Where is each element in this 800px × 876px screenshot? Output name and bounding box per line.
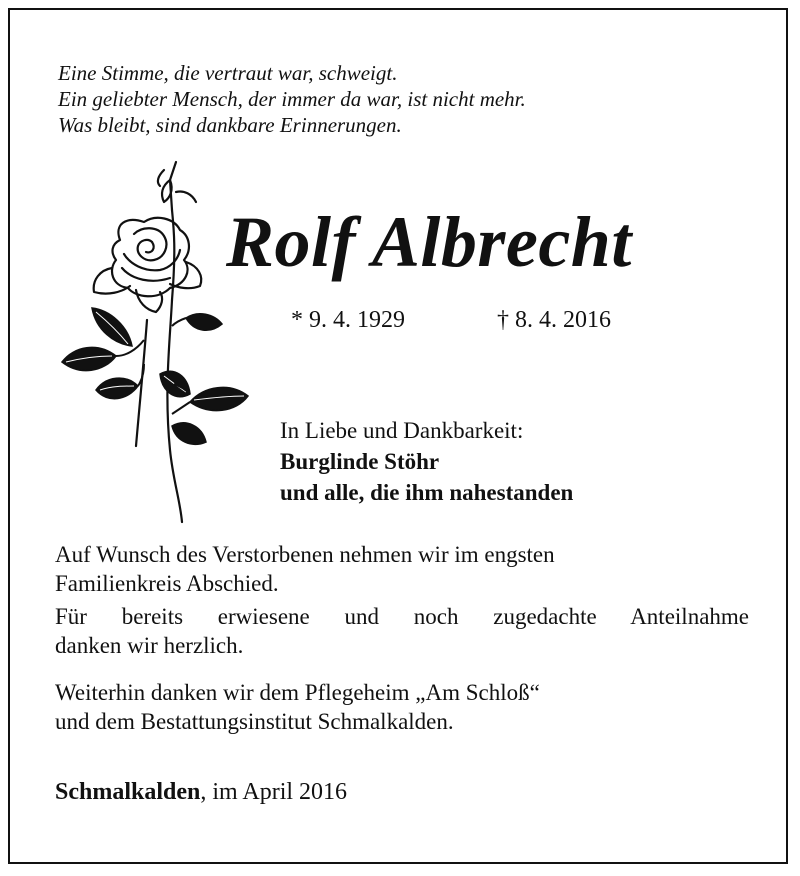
place-and-date (55, 779, 347, 806)
place-name: Schmalkalden (55, 779, 201, 805)
rose-icon (52, 150, 252, 525)
motto-line: Eine Stimme, die vertraut war, schweigt. (58, 61, 398, 85)
deceased-name: Rolf Albrecht (226, 202, 632, 282)
mourner-group: und alle, die ihm nahestanden (280, 480, 574, 505)
paragraph-line: Weiterhin danken wir dem Pflegeheim „Am Schloß“ (55, 680, 540, 705)
motto-verse (58, 60, 526, 138)
paragraph-line: Für bereits erwiesene und noch zugedachte Anteilnahme (55, 604, 749, 629)
mourner-name: Burglinde Stöhr (280, 449, 440, 474)
paragraph-farewell (55, 540, 749, 598)
mourners-block (280, 415, 573, 508)
birth-date: * 9. 4. 1929 (291, 307, 405, 333)
motto-line: Ein geliebter Mensch, der immer da war, ist nicht mehr. (58, 87, 526, 111)
paragraph-line: danken wir herzlich. (55, 633, 244, 658)
paragraph-line: Auf Wunsch des Verstorbenen nehmen wir im engsten (55, 542, 555, 567)
paragraph-acknowledgement (55, 678, 749, 736)
motto-line: Was bleibt, sind dankbare Erinnerungen. (58, 113, 402, 137)
paragraph-line: Familienkreis Abschied. (55, 571, 279, 596)
paragraph-line: und dem Bestattungsinstitut Schmalkalden. (55, 709, 454, 734)
paragraph-thanks (55, 602, 749, 660)
death-date: † 8. 4. 2016 (497, 307, 611, 333)
date-text: , im April 2016 (200, 779, 348, 805)
mourners-intro: In Liebe und Dankbarkeit: (280, 418, 524, 443)
